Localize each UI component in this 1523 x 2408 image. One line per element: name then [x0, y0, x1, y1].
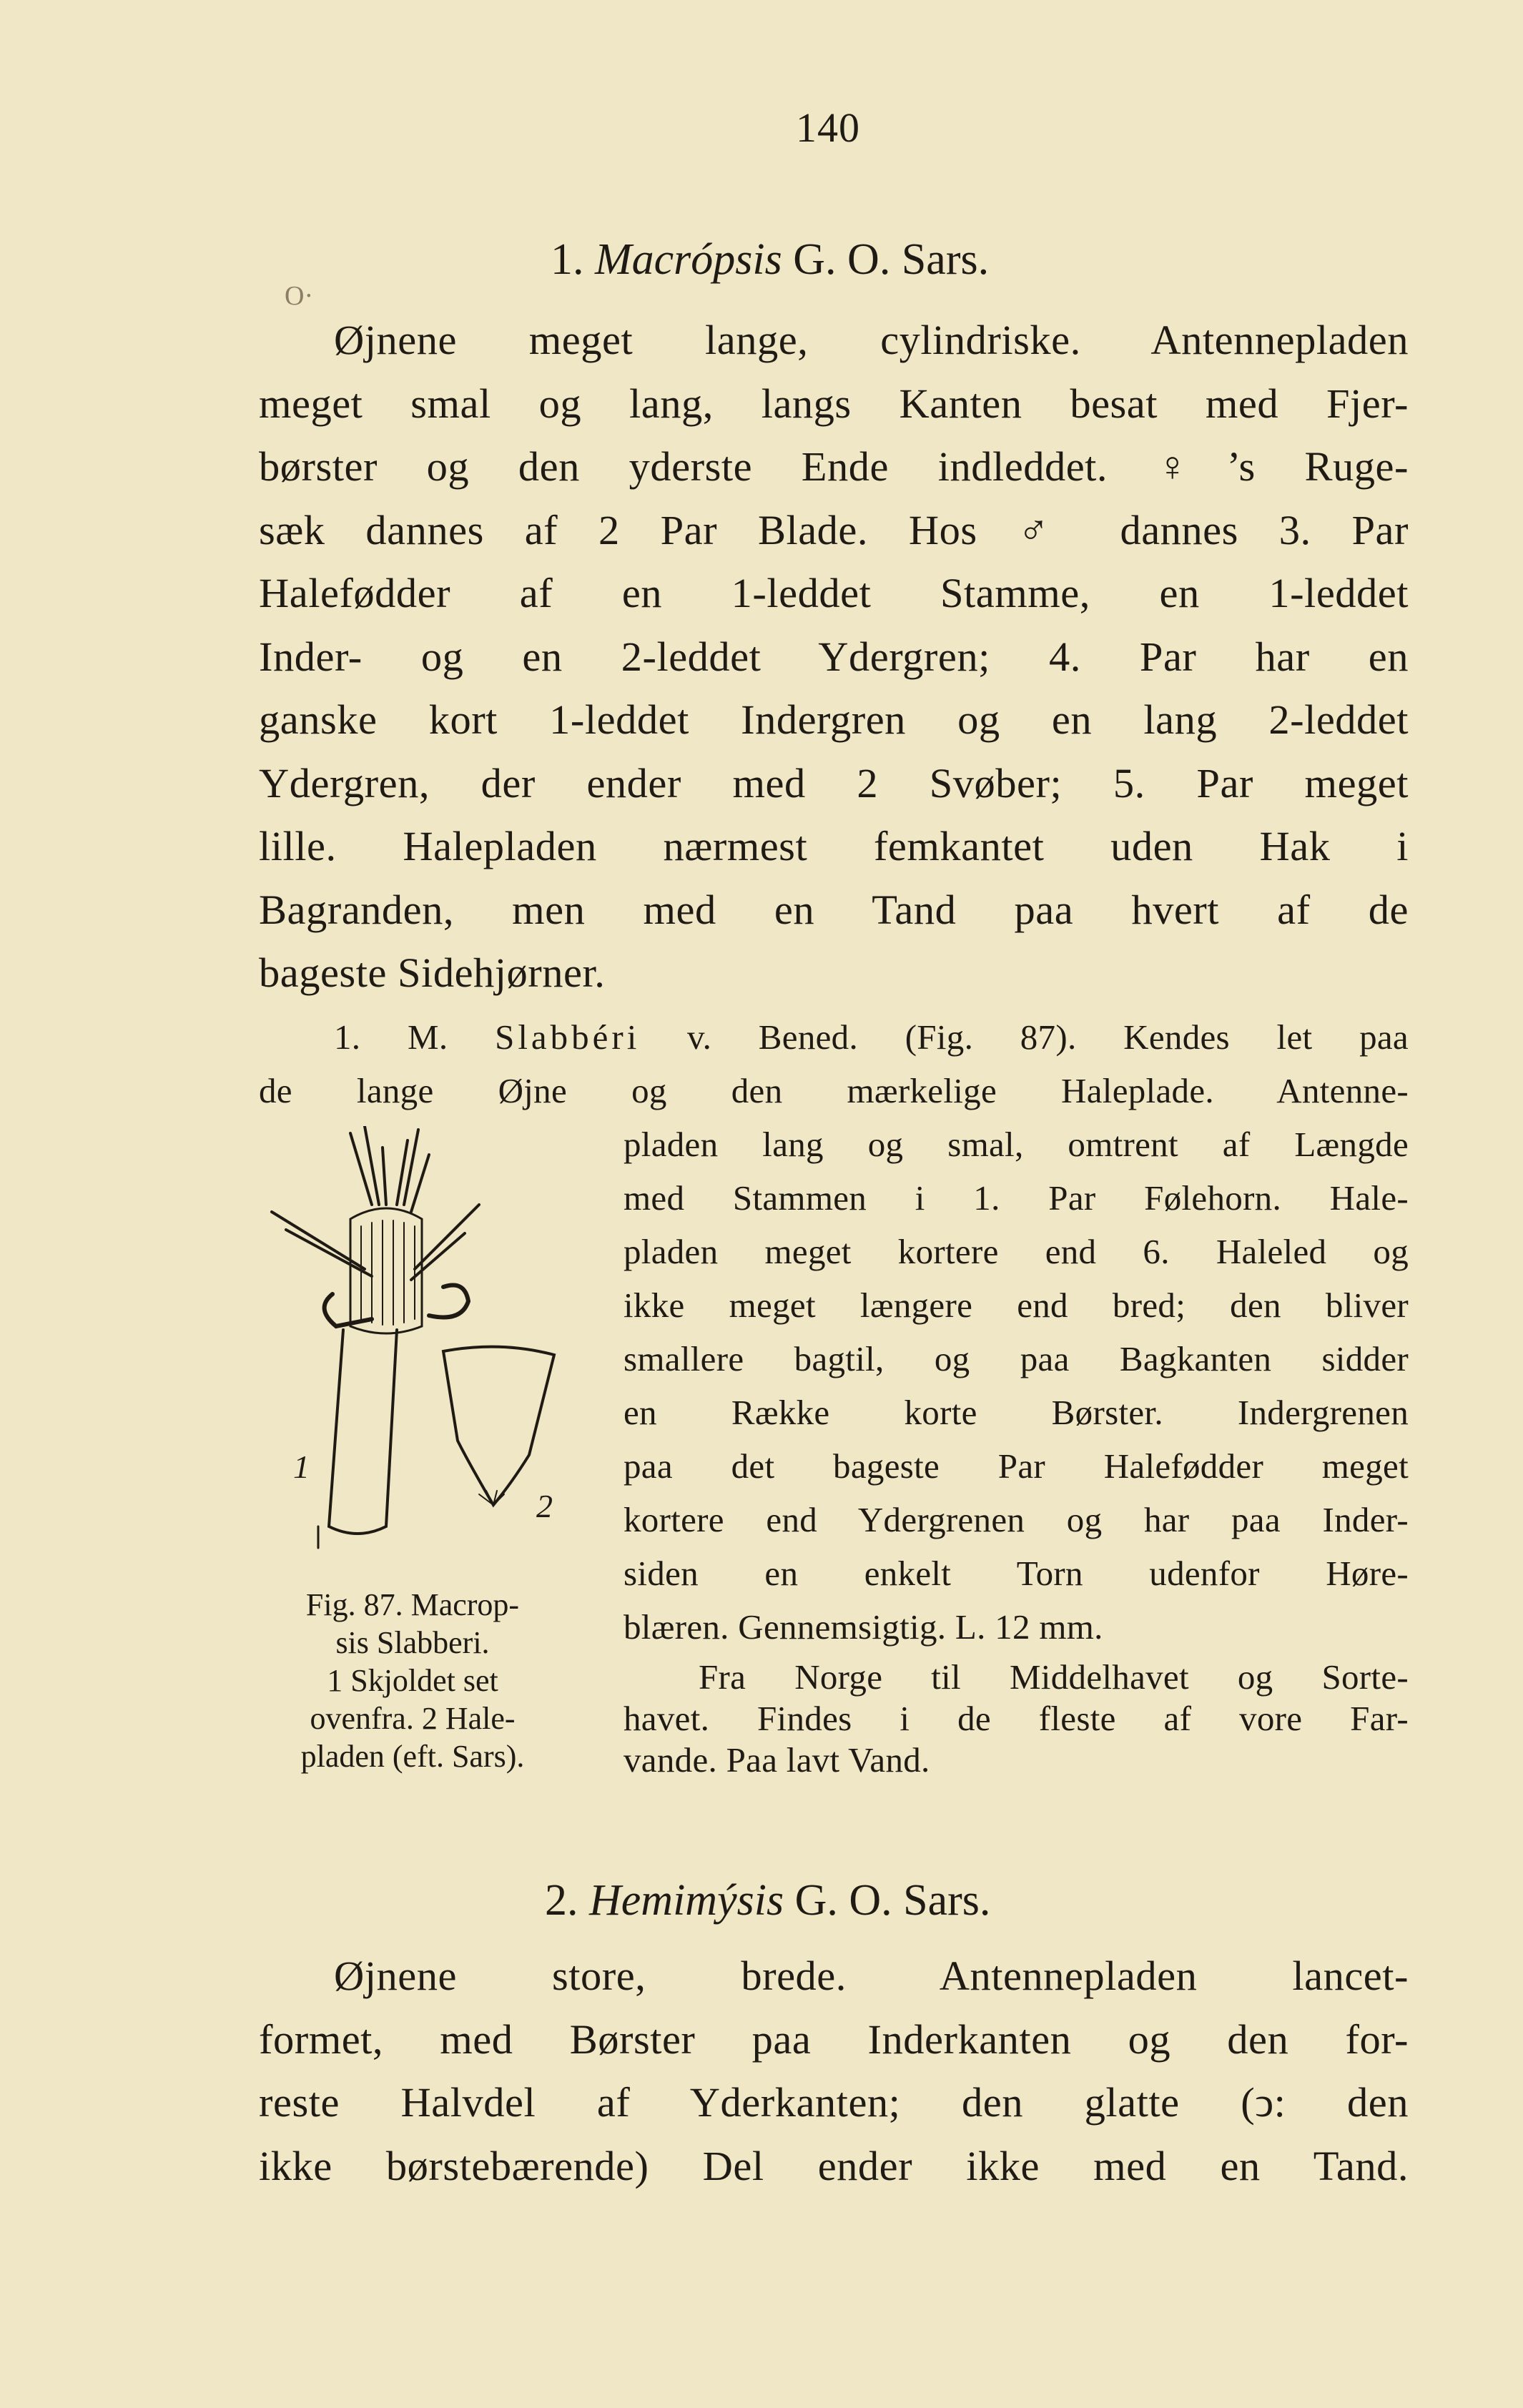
genus-number: 1. — [551, 235, 584, 284]
text-line: pladen meget kortere end 6. Haleled og — [624, 1232, 1409, 1271]
caption-line: Fig. 87. Macrop- — [305, 1587, 520, 1622]
text-line: paa det bageste Par Halefødder meget — [624, 1446, 1409, 1486]
text-line: lille. Halepladen nærmest femkantet uden Hak i — [259, 823, 1409, 869]
genus-description-hemimysis — [259, 1945, 1409, 2198]
species-intro-slabberi — [259, 1010, 1409, 1117]
caption-line: 1 Skjoldet set — [327, 1663, 498, 1698]
text-line: smallere bagtil, og paa Bagkanten sidder — [624, 1339, 1409, 1378]
caption-line: ovenfra. 2 Hale- — [310, 1701, 516, 1736]
text-line: sæk dannes af 2 Par Blade. Hos ♂ dannes 3. Par — [259, 506, 1409, 553]
text-line: bageste Sidehjørner. — [259, 949, 606, 996]
text-line: meget smal og lang, langs Kanten besat med Fjer- — [259, 380, 1409, 427]
genus-number: 2. — [545, 1876, 578, 1925]
genus-name: Macrópsis — [595, 235, 782, 284]
text-line: Ydergren, der ender med 2 Svøber; 5. Par meget — [259, 759, 1409, 806]
figure-87-drawing — [265, 1126, 586, 1569]
carapace-illustration — [272, 1126, 554, 1548]
species-number: 1. — [334, 1017, 361, 1057]
figure-reference: (Fig. 87). — [905, 1017, 1077, 1057]
species-name: Slabbéri — [495, 1017, 641, 1057]
text-line: formet, med Børster paa Inderkanten og den for- — [259, 2015, 1409, 2063]
genus-heading-hemimysis — [545, 1875, 990, 1926]
text-line: blæren. Gennemsigtig. L. 12 mm. — [624, 1607, 1103, 1647]
caption-line: pladen (eft. Sars). — [300, 1739, 525, 1774]
caption-line: sis Slabberi. — [335, 1625, 490, 1660]
text-line: Halefødder af en 1-leddet Stamme, en 1-leddet — [259, 570, 1409, 616]
text-line: Inder- og en 2-leddet Ydergren; 4. Par har en — [259, 633, 1409, 680]
text-line: vande. Paa lavt Vand. — [624, 1740, 930, 1780]
text-line: ganske kort 1-leddet Indergren og en lang 2-leddet — [259, 696, 1409, 743]
species-description-slabberi — [624, 1117, 1409, 1654]
text-line: kortere end Ydergrenen og har paa Inder- — [624, 1500, 1409, 1539]
text-line — [259, 1010, 1409, 1064]
text-line: de lange Øjne og den mærkelige Haleplade. Antenne- — [259, 1071, 1409, 1110]
text-line: Fra Norge til Middelhavet og Sorte- — [699, 1657, 1409, 1697]
text-line: børster og den yderste Ende indleddet. ♀’s Ruge- — [259, 443, 1409, 490]
species-distribution — [624, 1657, 1409, 1781]
page-number: 140 — [796, 104, 860, 151]
figure-label-2: 2 — [536, 1488, 553, 1524]
genus-name: Hemimýsis — [589, 1876, 784, 1925]
species-intro-text: Kendes let paa — [1123, 1017, 1409, 1057]
text-line: ikke meget længere end bred; den bliver — [624, 1286, 1409, 1325]
figure-87-caption — [259, 1586, 566, 1775]
genus-author: G. O. Sars. — [794, 1876, 991, 1925]
text-line: havet. Findes i de fleste af vore Far- — [624, 1699, 1409, 1738]
figure-label-1: 1 — [293, 1449, 310, 1485]
text-line: siden en enkelt Torn udenfor Høre- — [624, 1554, 1409, 1593]
text-line: en Række korte Børster. Indergrenen — [624, 1393, 1409, 1432]
text-line: ikke børstebærende) Del ender ikke med en Tand. — [259, 2142, 1409, 2189]
genus-author: G. O. Sars. — [793, 235, 990, 284]
text-line: Bagranden, men med en Tand paa hvert af de — [259, 886, 1409, 933]
text-line: Øjnene store, brede. Antennepladen lancet- — [334, 1953, 1409, 1999]
species-author: v. Bened. — [687, 1017, 859, 1057]
text-line: med Stammen i 1. Par Følehorn. Hale- — [624, 1178, 1409, 1218]
genus-heading-macropsis — [551, 235, 989, 285]
margin-pencil-mark: O· — [285, 281, 314, 311]
text-line: reste Halvdel af Yderkanten; den glatte (ↄ: den — [259, 2079, 1409, 2126]
genus-description-macropsis — [259, 309, 1409, 1005]
species-genus-abbr: M. — [408, 1017, 448, 1057]
text-line: pladen lang og smal, omtrent af Længde — [624, 1125, 1409, 1164]
text-line: Øjnene meget lange, cylindriske. Antennepladen — [334, 317, 1409, 363]
